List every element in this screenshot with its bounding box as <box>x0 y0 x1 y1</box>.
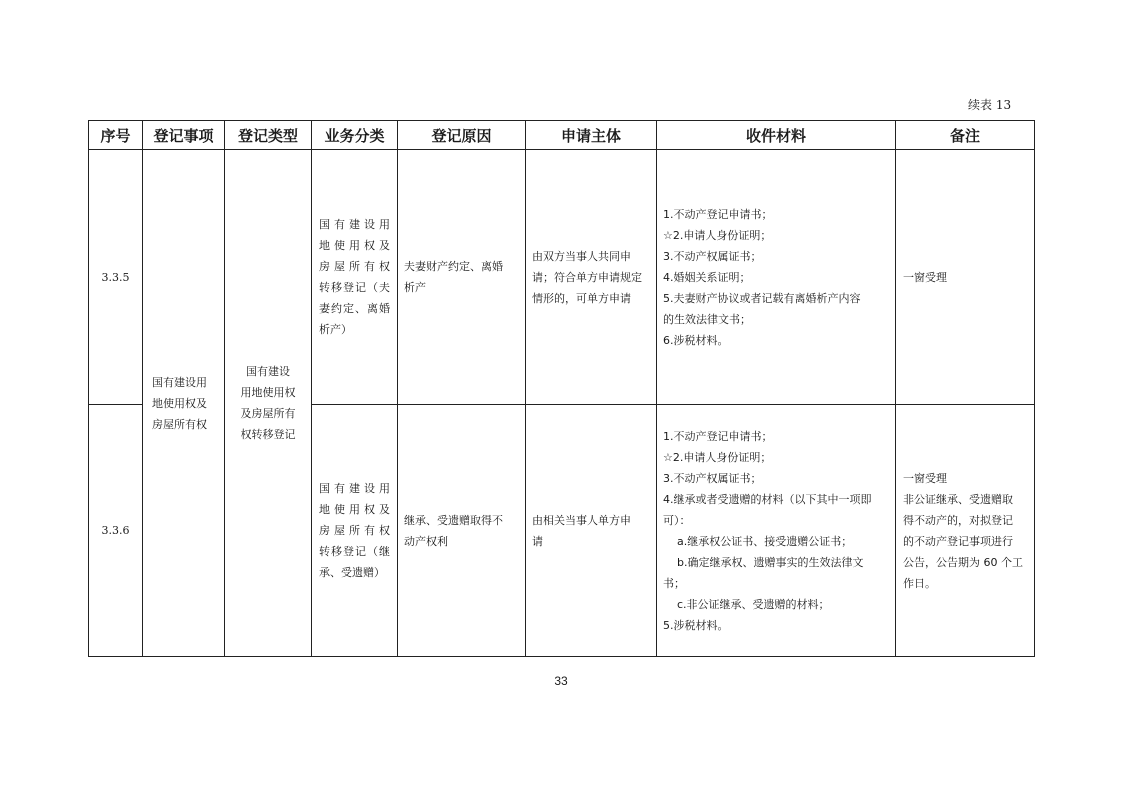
cell-line: 一窗受理 <box>903 471 947 485</box>
header-remarks: 备注 <box>896 121 1035 150</box>
cell-line: 地使用权及 <box>319 503 390 516</box>
registration-reason-cell <box>398 150 526 405</box>
table-header-row <box>89 121 1035 150</box>
remarks-cell <box>896 405 1035 657</box>
header-registration-item: 登记事项 <box>143 121 225 150</box>
material-item: 4.婚姻关系证明； <box>663 270 751 284</box>
material-item: 5.涉税材料。 <box>663 618 729 632</box>
material-subitem: a.继承权公证书、接受遗赠公证书； <box>677 534 853 548</box>
cell-line: 继承、受遗赠取得不 <box>404 513 503 527</box>
page-number: 33 <box>554 674 568 688</box>
cell-line: 承、受遗赠） <box>319 566 385 579</box>
cell-line: 用地使用权 <box>240 386 296 399</box>
materials-cell <box>657 405 896 657</box>
header-business-category: 业务分类 <box>312 121 398 150</box>
material-item: ☆2.申请人身份证明； <box>663 450 772 464</box>
cell-line: 国有建设用 <box>152 375 207 389</box>
cell-line: 由相关当事人单方申 <box>532 513 631 527</box>
cell-line: 夫妻财产约定、离婚 <box>404 260 503 273</box>
table-row <box>89 150 1035 405</box>
cell-line: 权转移登记 <box>240 428 296 441</box>
continued-table-label: 续表 13 <box>968 98 1012 112</box>
material-subitem: b.确定继承权、遗赠事实的生效法律文 <box>677 555 864 569</box>
cell-line: 的不动产登记事项进行 <box>903 534 1013 548</box>
registration-type-cell <box>225 150 312 657</box>
cell-line: 请 <box>532 534 543 548</box>
cell-line: 国有建设用 <box>319 482 390 495</box>
business-category-cell <box>312 405 398 657</box>
cell-line: 国有建设 <box>246 365 290 378</box>
row-serial: 3.3.6 <box>89 405 143 657</box>
materials-cell <box>657 150 896 405</box>
cell-line: 由双方当事人共同申 <box>532 249 631 263</box>
cell-line: 动产权利 <box>404 534 448 548</box>
cell-line: 情形的，可单方申请 <box>532 291 631 305</box>
cell-line: 转移登记（继 <box>319 545 390 558</box>
cell-line: 地使用权及 <box>319 239 390 252</box>
cell-line: 国有建设用 <box>319 218 390 231</box>
cell-line: 地使用权及 <box>152 396 207 410</box>
material-item: 的生效法律文书； <box>663 312 751 326</box>
remarks-cell <box>896 150 1035 405</box>
material-item: 5.夫妻财产协议或者记载有离婚析产内容 <box>663 291 861 305</box>
cell-line: 一窗受理 <box>903 270 947 284</box>
registration-reason-cell <box>398 405 526 657</box>
material-item: 4.继承或者受遗赠的材料（以下其中一项即 <box>663 492 872 506</box>
registration-table <box>88 120 1035 657</box>
cell-line: 得不动产的，对拟登记 <box>903 513 1013 527</box>
material-item: 3.不动产权属证书； <box>663 249 762 263</box>
material-item: 1.不动产登记申请书； <box>663 207 773 221</box>
registration-item-cell <box>143 150 225 657</box>
material-item: 书； <box>663 576 685 590</box>
header-materials: 收件材料 <box>657 121 896 150</box>
cell-line: 转移登记（夫 <box>319 281 390 294</box>
material-item: ☆2.申请人身份证明； <box>663 228 772 242</box>
cell-line: 析产） <box>319 323 352 336</box>
cell-line: 请；符合单方申请规定 <box>532 270 642 284</box>
row-serial: 3.3.5 <box>89 150 143 405</box>
material-item: 1.不动产登记申请书； <box>663 429 773 443</box>
cell-line: 房屋所有权 <box>152 417 207 431</box>
material-item: 3.不动产权属证书； <box>663 471 762 485</box>
business-category-cell <box>312 150 398 405</box>
cell-line: 作日。 <box>903 576 936 590</box>
cell-line: 妻约定、离婚 <box>319 302 390 315</box>
cell-line: 析产 <box>404 281 426 294</box>
cell-line: 房屋所有权 <box>319 524 390 537</box>
header-registration-type: 登记类型 <box>225 121 312 150</box>
material-item: 6.涉税材料。 <box>663 333 729 347</box>
applicant-cell <box>526 405 657 657</box>
cell-line: 非公证继承、受遗赠取 <box>903 492 1013 506</box>
cell-line: 房屋所有权 <box>319 260 390 273</box>
cell-line: 及房屋所有 <box>240 407 296 420</box>
header-registration-reason: 登记原因 <box>398 121 526 150</box>
applicant-cell <box>526 150 657 405</box>
header-applicant: 申请主体 <box>526 121 657 150</box>
material-item: 可）： <box>663 513 691 527</box>
header-serial: 序号 <box>89 121 143 150</box>
material-subitem: c.非公证继承、受遗赠的材料； <box>677 597 830 611</box>
cell-line: 公告，公告期为 60 个工 <box>903 555 1023 569</box>
